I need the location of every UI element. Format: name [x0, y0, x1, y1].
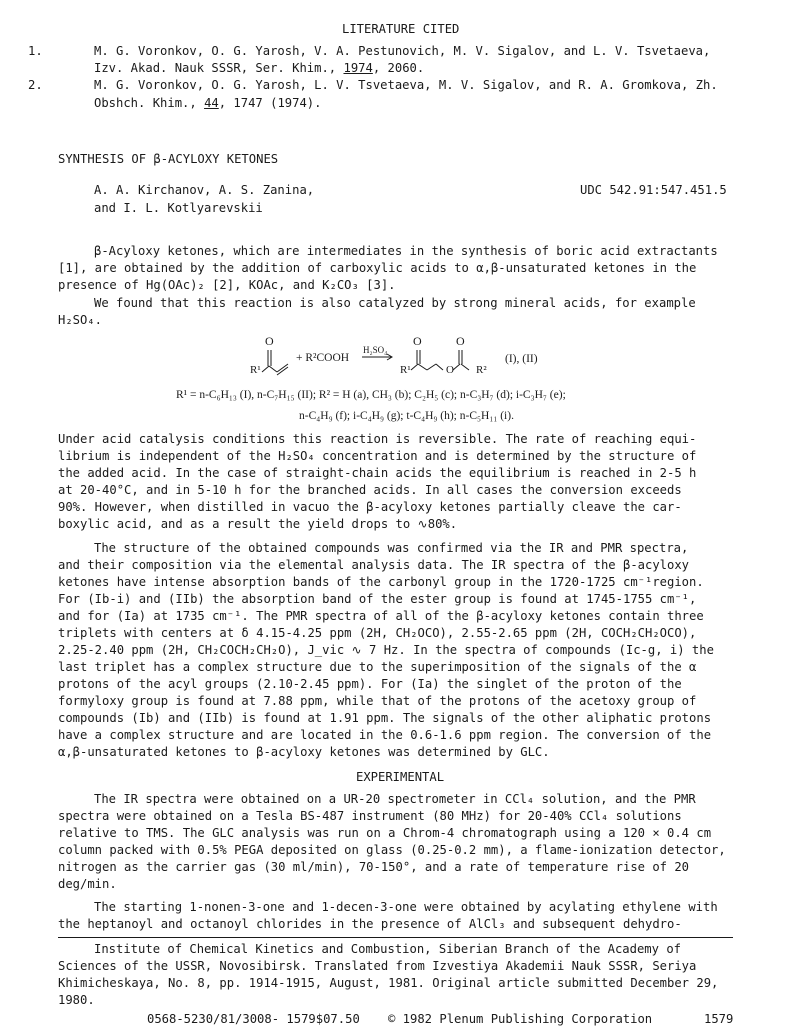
authors: A. A. Kirchanov, A. S. Zanina,	[94, 183, 315, 197]
body-line: have a complex structure and are located in the 0.6-1.6 ppm region. The conversion of the	[58, 728, 712, 742]
body-line: 90%. However, when distilled in vacuo the β-acyloxy ketones partially cleave the car-	[58, 500, 682, 514]
body-line: Under acid catalysis conditions this reaction is reversible. The rate of reaching equi-	[58, 432, 697, 446]
reference-line: Obshch. Khim., 44, 1747 (1974).	[94, 96, 322, 110]
footnote-line: Khimicheskaya, No. 8, pp. 1914-1915, August, 1981. Original article submitted December 29,	[58, 976, 719, 990]
body-line: at 20-40°C, and in 5-10 h for the branched acids. In all cases the conversion exceeds	[58, 483, 682, 497]
body-line: the added acid. In the case of straight-chain acids the equilibrium is reached in 2-5 h	[58, 466, 697, 480]
reference-line: M. G. Voronkov, O. G. Yarosh, L. V. Tsvetaeva, M. V. Sigalov, and R. A. Gromkova, Zh.	[94, 78, 718, 92]
body-line: deg/min.	[58, 877, 117, 891]
body-line: spectra were obtained on a Tesla BS-487 instrument (80 MHz) for 20-40% CCl₄ solutions	[58, 809, 682, 823]
reference-number: 1.	[28, 44, 43, 58]
body-line: β-Acyloxy ketones, which are intermediates in the synthesis of boric acid extractants	[94, 244, 718, 258]
body-line: and their composition via the elemental analysis data. The IR spectra of the β-acyloxy	[58, 558, 690, 572]
body-line: last triplet has a complex structure due to the superimposition of the signals of the α	[58, 660, 697, 674]
carbonyl-oxygen-label: O	[456, 334, 465, 348]
article-code: 0568-5230/81/3008- 1579$07.50	[147, 1012, 360, 1026]
footnote-line: 1980.	[58, 993, 95, 1007]
literature-cited-heading: LITERATURE CITED	[342, 22, 460, 36]
reagent-label: + R²COOH	[296, 352, 350, 364]
reference-line: Izv. Akad. Nauk SSSR, Ser. Khim., 1974, 2060.	[94, 61, 425, 75]
footnote-line: Institute of Chemical Kinetics and Combustion, Siberian Branch of the Academy of	[94, 942, 681, 956]
body-line: For (Ib-i) and (IIb) the absorption band of the ester group is found at 1745-1755 cm⁻¹,	[58, 592, 697, 606]
body-line: the heptanoyl and octanoyl chlorides in the presence of AlCl₃ and subsequent dehydro-	[58, 917, 682, 931]
body-line: and for (Ia) at 1735 cm⁻¹. The PMR spectra of all of the β-acyloxy ketones contain three	[58, 609, 704, 623]
catalyst-label: H₂SO₄	[363, 345, 388, 355]
body-line: [1], are obtained by the addition of carboxylic acids to α,β-unsaturated ketones in the	[58, 261, 697, 275]
reference-number: 2.	[28, 78, 43, 92]
r1-label: R¹	[250, 364, 261, 376]
udc-code: UDC 542.91:547.451.5	[580, 183, 727, 197]
carbonyl-oxygen-label: O	[265, 334, 274, 348]
body-line: relative to TMS. The GLC analysis was run on a Chrom-4 chromatograph using a 120 × 0.4 cm	[58, 826, 712, 840]
body-line: The starting 1-nonen-3-one and 1-decen-3-one were obtained by acylating ethylene with	[94, 900, 718, 914]
body-line: compounds (Ib) and (IIb) is found at 1.91 ppm. The signals of the other aliphatic protons	[58, 711, 712, 725]
copyright: © 1982 Plenum Publishing Corporation	[388, 1012, 653, 1026]
body-line: H₂SO₄.	[58, 313, 103, 327]
reference-line: M. G. Voronkov, O. G. Yarosh, V. A. Pestunovich, M. V. Sigalov, and L. V. Tsvetaeva,	[94, 44, 711, 58]
body-line: We found that this reaction is also catalyzed by strong mineral acids, for example	[94, 296, 696, 310]
experimental-heading: EXPERIMENTAL	[356, 770, 445, 784]
body-line: 2.25-2.40 ppm (2H, CH₂COCH₂CH₂O), J_vic ∿ 7 Hz. In the spectra of compounds (Ic-g, i) the	[58, 643, 714, 657]
body-line: ketones have intense absorption bands of the carbonyl group in the 1720-1725 cm⁻¹region.	[58, 575, 704, 589]
compound-numbers: (I), (II)	[505, 353, 538, 365]
ester-oxygen-label: O	[446, 364, 454, 376]
body-line: formyloxy group is found at 7.88 ppm, while that of the protons of the acetoxy group of	[58, 694, 697, 708]
scheme-caption: n-C₄H₉ (f); i-C₄H₉ (g); t-C₄H₉ (h); n-C₅H₁₁ (i).	[299, 410, 514, 422]
footnote-line: Sciences of the USSR, Novosibirsk. Translated from Izvestiya Akademii Nauk SSSR, Seriya	[58, 959, 697, 973]
body-line: The structure of the obtained compounds was confirmed via the IR and PMR spectra,	[94, 541, 689, 555]
body-line: column packed with 0.5% PEGA deposited on glass (0.25-0.2 mm), a flame-ionization detector,	[58, 843, 726, 857]
body-line: The IR spectra were obtained on a UR-20 spectrometer in CCl₄ solution, and the PMR	[94, 792, 696, 806]
r1-label: R¹	[400, 364, 411, 376]
carbonyl-oxygen-label: O	[413, 334, 422, 348]
body-line: nitrogen as the carrier gas (30 ml/min), 70-150°, and a rate of temperature rise of 20	[58, 860, 690, 874]
body-line: triplets with centers at δ 4.15-4.25 ppm (2H, CH₂OCO), 2.55-2.65 ppm (2H, COCH₂CH₂OCO),	[58, 626, 697, 640]
authors: and I. L. Kotlyarevskii	[94, 201, 263, 215]
footnote-rule	[58, 937, 733, 938]
r2-label: R²	[476, 364, 487, 376]
page-number: 1579	[704, 1012, 734, 1026]
body-line: librium is independent of the H₂SO₄ concentration and is determined by the structure of	[58, 449, 697, 463]
body-line: protons of the acyl groups (2.10-2.45 ppm). For (Ia) the singlet of the proton of the	[58, 677, 682, 691]
body-line: boxylic acid, and as a result the yield drops to ∿80%.	[58, 517, 458, 531]
body-line: presence of Hg(OAc)₂ [2], KOAc, and K₂CO₃ [3].	[58, 278, 396, 292]
scheme-caption: R¹ = n-C₆H₁₃ (I), n-C₇H₁₅ (II); R² = H (a), CH₃ (b); C₂H₅ (c); n-C₃H₇ (d); i-C₃H₇ (e);	[176, 389, 566, 401]
article-title: SYNTHESIS OF β-ACYLOXY KETONES	[58, 152, 279, 166]
reaction-scheme	[240, 330, 540, 382]
body-line: α,β-unsaturated ketones to β-acyloxy ketones was determined by GLC.	[58, 745, 550, 759]
